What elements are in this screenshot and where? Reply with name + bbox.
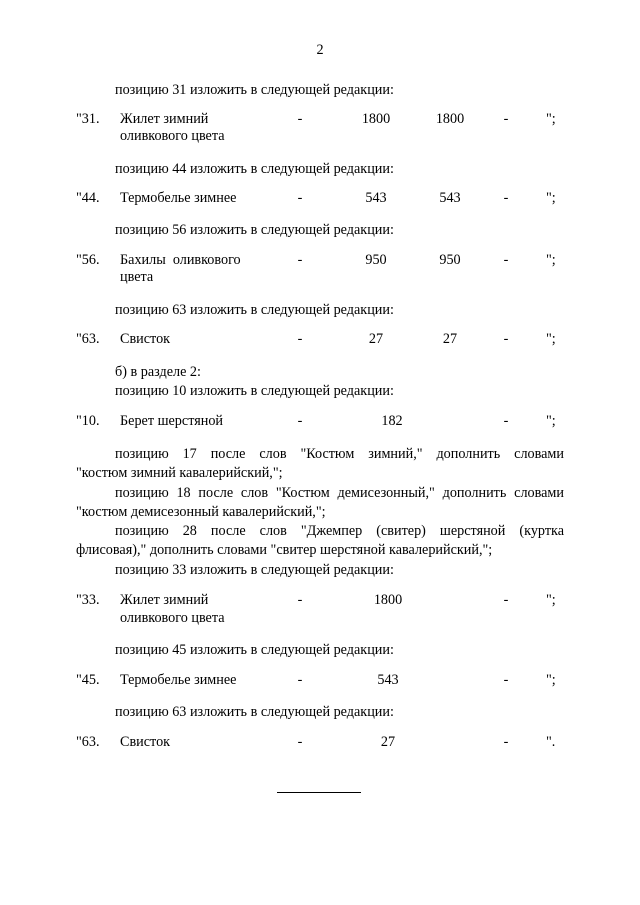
section-b-heading: б) в разделе 2: [115, 364, 201, 380]
cell: 27 [380, 734, 396, 750]
instruction-pos56: позицию 56 изложить в следующей редакции: [115, 222, 394, 238]
paragraph-pos17-line2: "костюм зимний кавалерийский,"; [76, 465, 283, 481]
row-end: "; [546, 672, 556, 688]
row-end: "; [546, 111, 556, 127]
instruction-pos10: позицию 10 изложить в следующей редакции: [115, 383, 394, 399]
item-name: Жилет зимний [120, 592, 209, 608]
row-number: "31. [76, 111, 100, 127]
item-name: Свисток [120, 331, 171, 347]
cell: 543 [377, 672, 399, 688]
cell: - [297, 252, 303, 268]
cell: - [503, 111, 509, 127]
row-end: "; [546, 252, 556, 268]
instruction-pos63: позицию 63 изложить в следующей редакции: [115, 302, 394, 318]
item-name: Термобелье зимнее [120, 190, 237, 206]
row-number: "63. [76, 734, 100, 750]
item-name: Свисток [120, 734, 171, 750]
cell: - [503, 252, 509, 268]
row-number: "45. [76, 672, 100, 688]
row-number: "44. [76, 190, 100, 206]
cell: - [297, 672, 303, 688]
instruction-pos45: позицию 45 изложить в следующей редакции: [115, 642, 394, 658]
instruction-pos44: позицию 44 изложить в следующей редакции: [115, 161, 394, 177]
cell: 950 [365, 252, 387, 268]
row-end: "; [546, 331, 556, 347]
row-end: "; [546, 413, 556, 429]
cell: - [297, 734, 303, 750]
cell: 27 [442, 331, 458, 347]
row-number: "63. [76, 331, 100, 347]
cell: - [297, 331, 303, 347]
instruction-pos31: позицию 31 изложить в следующей редакции: [115, 82, 394, 98]
instruction-pos33: позицию 33 изложить в следующей редакции: [115, 562, 394, 578]
cell: - [503, 190, 509, 206]
cell: - [297, 111, 303, 127]
row-number: "56. [76, 252, 100, 268]
paragraph-pos18-line1: позицию 18 после слов "Костюм демисезонный," дополнить словами [115, 485, 564, 501]
item-name: Жилет зимний [120, 111, 209, 127]
row-number: "33. [76, 592, 100, 608]
page-number: 2 [316, 42, 324, 58]
cell: - [503, 413, 509, 429]
cell: - [503, 592, 509, 608]
paragraph-pos18-line2: "костюм демисезонный кавалерийский,"; [76, 504, 326, 520]
paragraph-pos17-line1: позицию 17 после слов "Костюм зимний," дополнить словами [115, 446, 564, 462]
cell: 950 [439, 252, 461, 268]
item-name: Бахилы оливкового [120, 252, 241, 268]
row-end: ". [546, 734, 556, 750]
item-name: Берет шерстяной [120, 413, 224, 429]
cell: 543 [439, 190, 461, 206]
cell: - [503, 672, 509, 688]
row-end: "; [546, 592, 556, 608]
paragraph-pos28-line2: флисовая)," дополнить словами "свитер шерстяной кавалерийский,"; [76, 542, 493, 558]
cell: 1800 [435, 111, 465, 127]
cell: - [503, 331, 509, 347]
cell: - [297, 190, 303, 206]
item-name-cont: оливкового цвета [120, 128, 225, 144]
paragraph-pos28-line1: позицию 28 после слов "Джемпер (свитер) шерстяной (куртка [115, 523, 564, 539]
cell: 27 [368, 331, 384, 347]
row-number: "10. [76, 413, 100, 429]
instruction-pos63-b: позицию 63 изложить в следующей редакции: [115, 704, 394, 720]
row-end: "; [546, 190, 556, 206]
cell: - [297, 413, 303, 429]
cell: 182 [381, 413, 403, 429]
cell: 1800 [361, 111, 391, 127]
cell: - [297, 592, 303, 608]
cell: 1800 [373, 592, 403, 608]
item-name-cont: цвета [120, 269, 154, 285]
item-name: Термобелье зимнее [120, 672, 237, 688]
cell: - [503, 734, 509, 750]
item-name-cont: оливкового цвета [120, 610, 225, 626]
end-rule [277, 792, 361, 793]
cell: 543 [365, 190, 387, 206]
